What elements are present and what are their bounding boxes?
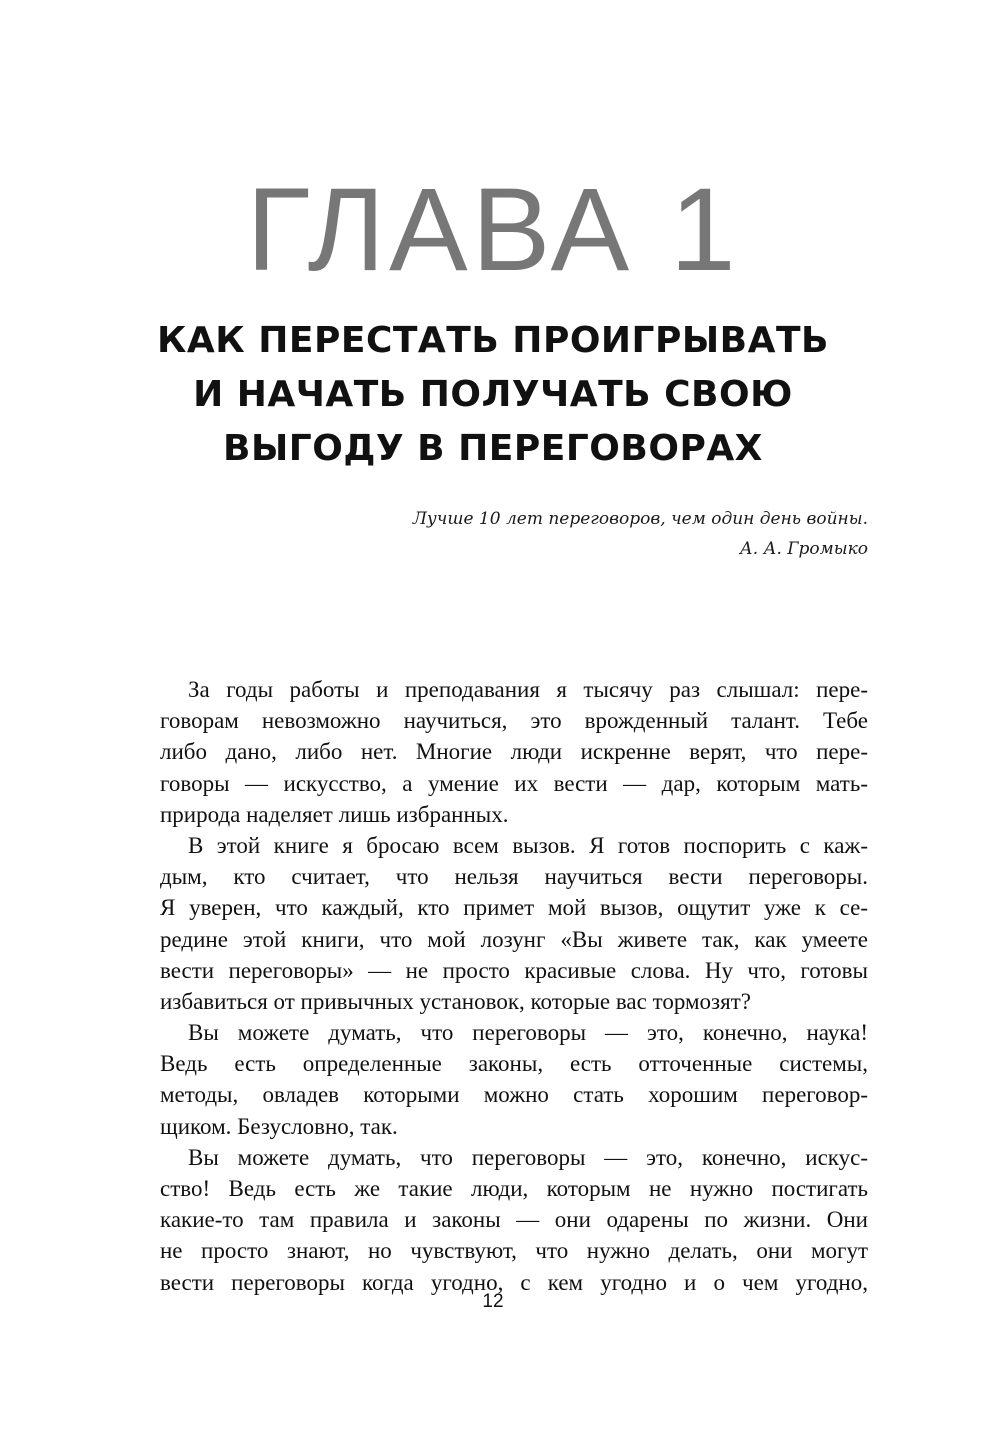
paragraph-line: либо дано, либо нет. Многие люди искренне верят, что пере- — [160, 739, 868, 765]
paragraph-line: Вы можете думать, что переговоры — это, конечно, наука! — [188, 1020, 868, 1046]
body-text — [160, 674, 868, 1298]
paragraph-line: избавиться от привычных установок, которые вас тормозят? — [160, 988, 751, 1014]
epigraph-quote: Лучше 10 лет переговоров, чем один день войны. — [412, 509, 868, 529]
paragraph-line: методы, овладев которыми можно стать хорошим переговор- — [160, 1082, 868, 1108]
paragraph — [160, 674, 868, 830]
paragraph-line: говоры — искусство, а умение их вести — дар, которым мать- — [160, 770, 868, 796]
paragraph-line: вести переговоры когда угодно, с кем угодно и о чем угодно, — [160, 1269, 868, 1295]
paragraph — [160, 830, 868, 1017]
chapter-title-line: ВЫГОДУ В ПЕРЕГОВОРАХ — [223, 428, 763, 469]
page-number: 12 — [482, 1291, 504, 1312]
chapter-title-line: КАК ПЕРЕСТАТЬ ПРОИГРЫВАТЬ — [157, 320, 829, 361]
paragraph-line: ство! Ведь есть же такие люди, которым не нужно постигать — [160, 1176, 868, 1201]
paragraph-line: щиком. Безусловно, так. — [160, 1113, 398, 1139]
paragraph-line: дым, кто считает, что нельзя научиться вести переговоры. — [160, 864, 868, 890]
paragraph-line: редине этой книги, что мой лозунг «Вы живете так, как умеете — [160, 926, 868, 952]
paragraph — [160, 1142, 868, 1298]
paragraph-line: не просто знают, но чувствуют, что нужно делать, они могут — [160, 1238, 868, 1264]
paragraph-line: Ведь есть определенные законы, есть отточенные системы, — [160, 1051, 868, 1077]
paragraph-line: Я уверен, что каждый, кто примет мой вызов, ощутит уже к се- — [160, 895, 868, 921]
paragraph-line: За годы работы и преподавания я тысячу раз слышал: пере- — [188, 677, 868, 702]
paragraph-line: В этой книге я бросаю всем вызов. Я готов поспорить с каж- — [188, 832, 868, 858]
chapter-title — [0, 314, 986, 476]
epigraph — [413, 504, 868, 564]
paragraph — [160, 1017, 868, 1142]
paragraph-line: говорам невозможно научиться, это врожденный талант. Тебе — [160, 708, 868, 734]
paragraph-line: Вы можете думать, что переговоры — это, конечно, искус- — [188, 1144, 868, 1170]
chapter-label: ГЛАВА 1 — [246, 164, 740, 296]
chapter-title-line: И НАЧАТЬ ПОЛУЧАТЬ СВОЮ — [193, 374, 793, 415]
paragraph-line: вести переговоры» — не просто красивые слова. Ну что, готовы — [160, 957, 868, 983]
paragraph-line: природа наделяет лишь избранных. — [160, 801, 509, 827]
epigraph-author: А. А. Громыко — [739, 539, 868, 559]
paragraph-line: какие-то там правила и законы — они одарены по жизни. Они — [160, 1207, 868, 1233]
